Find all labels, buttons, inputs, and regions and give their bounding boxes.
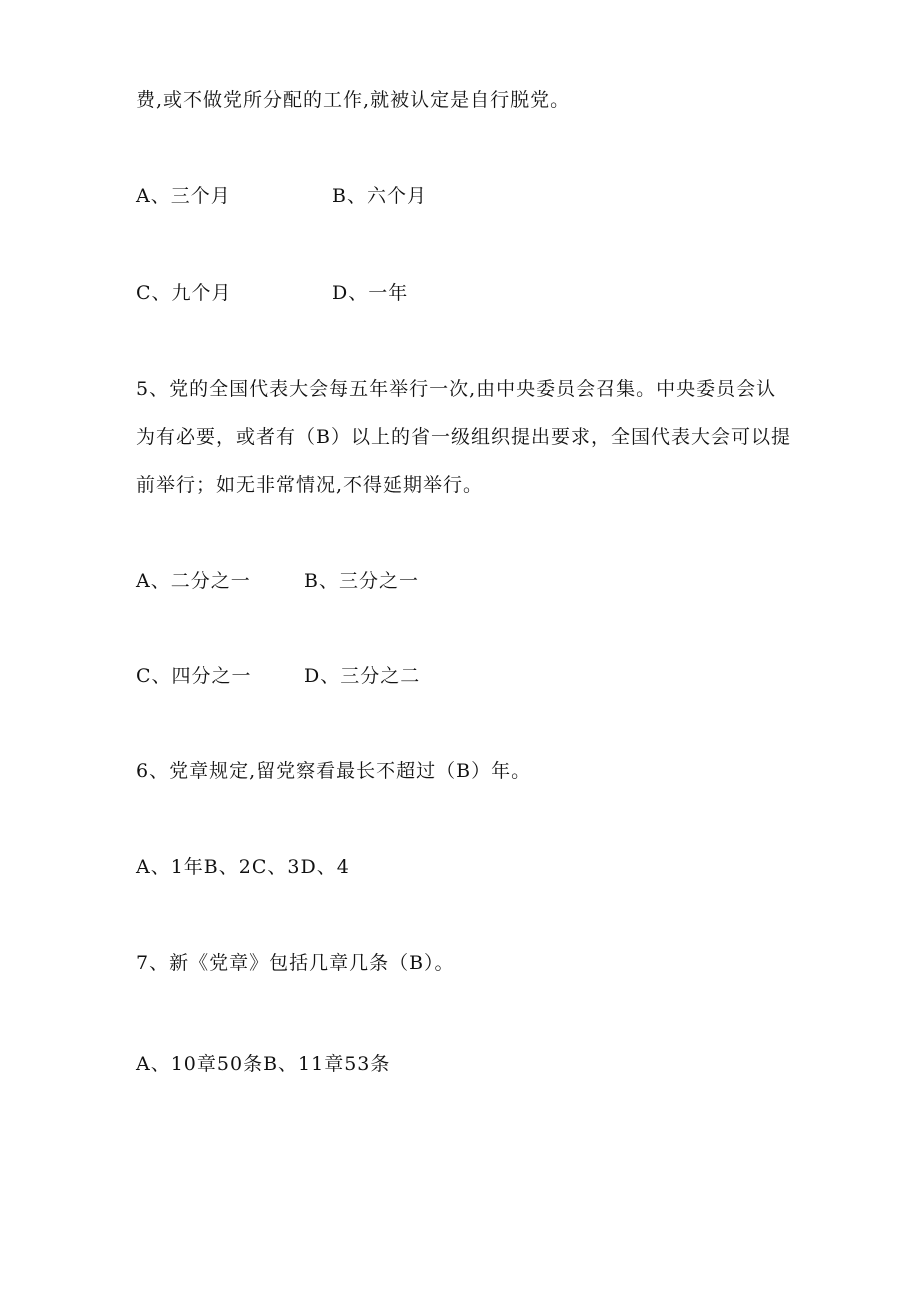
q7-question: 7、新《党章》包括几章几条（B）。	[136, 952, 455, 974]
q6-question: 6、党章规定,留党察看最长不超过（B）年。	[136, 760, 532, 782]
q5-option-d: D、三分之二	[304, 665, 421, 687]
q4-option-d: D、一年	[332, 282, 409, 304]
q6-options: A、1年B、2C、3D、4	[136, 856, 350, 878]
q4-option-c: C、九个月	[136, 282, 232, 304]
q5-question-line-2: 为有必要，或者有（B）以上的省一级组织提出要求，全国代表大会可以提	[136, 426, 791, 448]
q5-option-b: B、三分之一	[304, 570, 419, 592]
q4-option-b: B、六个月	[332, 185, 427, 207]
q4-option-a: A、三个月	[136, 185, 231, 207]
q5-question-line-1: 5、党的全国代表大会每五年举行一次,由中央委员会召集。中央委员会认	[136, 378, 777, 400]
q5-option-a: A、二分之一	[136, 570, 251, 592]
q4-question-tail: 费,或不做党所分配的工作,就被认定是自行脱党。	[136, 89, 571, 111]
q5-question-line-3: 前举行；如无非常情况,不得延期举行。	[136, 474, 484, 496]
q5-option-c: C、四分之一	[136, 665, 252, 687]
q7-options: A、10章50条B、11章53条	[136, 1053, 391, 1075]
